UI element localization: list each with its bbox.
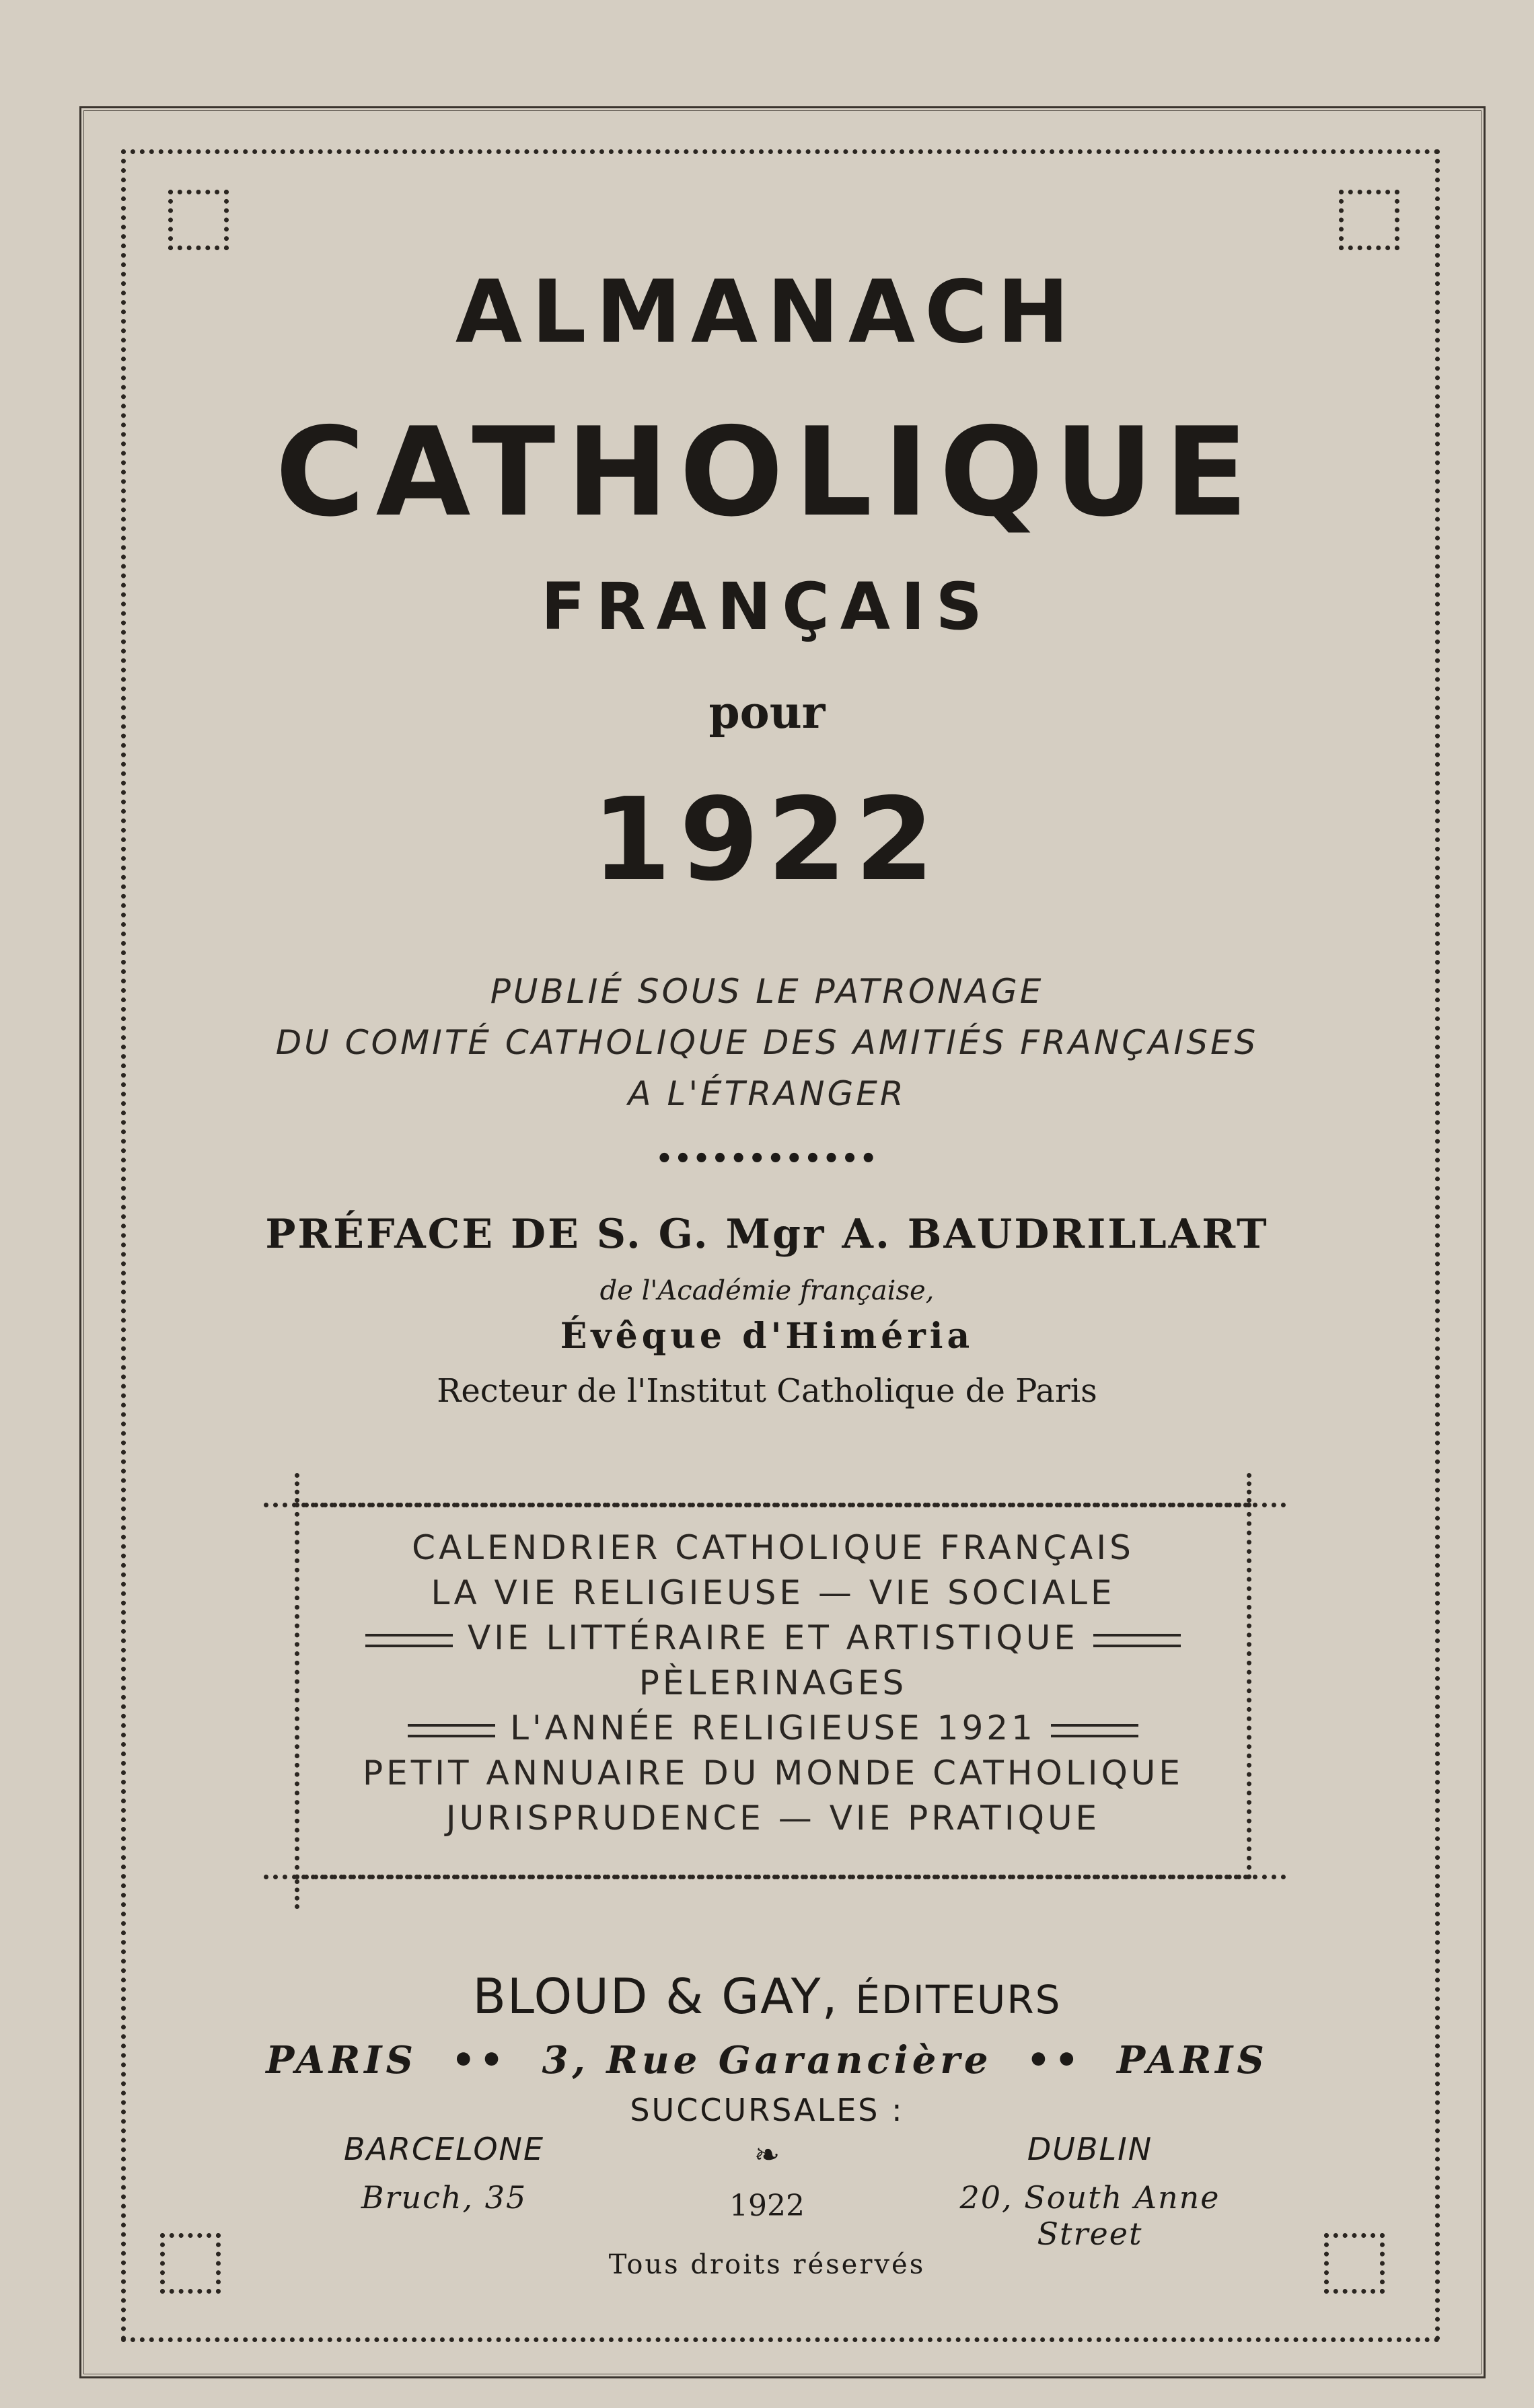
dotted-separator: •••••••••••• [655,1143,879,1174]
contents-box-tick [295,1879,299,1909]
rights-notice: Tous droits réservés [608,2249,926,2280]
publisher-line [0,1968,1534,2025]
publisher-role: ÉDITEURS [855,1977,1062,2023]
branch-city-right: DUBLIN [1027,2131,1153,2167]
corner-ornament-top-right [1339,190,1399,250]
double-rule [1093,1634,1181,1647]
fleuron-icon: ❧ [754,2136,780,2173]
patronage-line: DU COMITÉ CATHOLIQUE DES AMITIÉS FRANÇAISES [275,1023,1259,1062]
contents-item: LA VIE RELIGIEUSE — VIE SOCIALE [431,1573,1116,1612]
double-rule [1051,1724,1138,1737]
contents-item: PETIT ANNUAIRE DU MONDE CATHOLIQUE [363,1754,1183,1793]
title-pour: pour [708,686,826,739]
contents-item: CALENDRIER CATHOLIQUE FRANÇAIS [412,1528,1134,1567]
contents-box-top-rule [264,1503,1286,1507]
corner-ornament-top-left [168,190,229,250]
contents-list [295,1526,1251,1841]
contents-box-tick [1247,1473,1251,1503]
publisher-name: BLOUD & GAY, [472,1968,839,2025]
contents-box-tick [295,1473,299,1503]
double-rule [408,1724,495,1737]
patronage-block [0,966,1534,1119]
contents-item: JURISPRUDENCE — VIE PRATIQUE [445,1799,1101,1838]
preface-recteur: Recteur de l'Institut Catholique de Paris [437,1372,1097,1410]
preface-academie: de l'Académie française, [599,1275,935,1306]
contents-box-bottom-rule [264,1875,1286,1879]
contents-item [295,1616,1251,1661]
preface-line: PRÉFACE DE S. G. Mgr A. BAUDRILLART [265,1211,1269,1258]
title-year: 1922 [591,774,943,907]
contents-item: PÈLERINAGES [638,1663,908,1702]
preface-eveque: Évêque d'Himéria [560,1316,974,1357]
contents-item [295,1706,1251,1751]
publisher-address: PARIS •• 3, Rue Garancière •• PARIS [266,2038,1268,2082]
double-rule [365,1634,453,1647]
patronage-line: A L'ÉTRANGER [628,1074,906,1113]
branch-address-left: Bruch, 35 [361,2179,527,2216]
title-catholique: CATHOLIQUE [275,401,1259,543]
succursales-label: SUCCURSALES : [630,2092,904,2128]
patronage-line: PUBLIÉ SOUS LE PATRONAGE [490,972,1044,1011]
publication-year: 1922 [729,2189,805,2223]
title-francais: FRANÇAIS [541,569,993,644]
contents-item-text: L'ANNÉE RELIGIEUSE 1921 [510,1708,1036,1747]
branch-address-right: 20, South Anne Street [959,2179,1220,2252]
branch-city-left: BARCELONE [343,2131,545,2167]
contents-item-text: VIE LITTÉRAIRE ET ARTISTIQUE [468,1618,1079,1657]
title-almanach: ALMANACH [455,262,1079,363]
